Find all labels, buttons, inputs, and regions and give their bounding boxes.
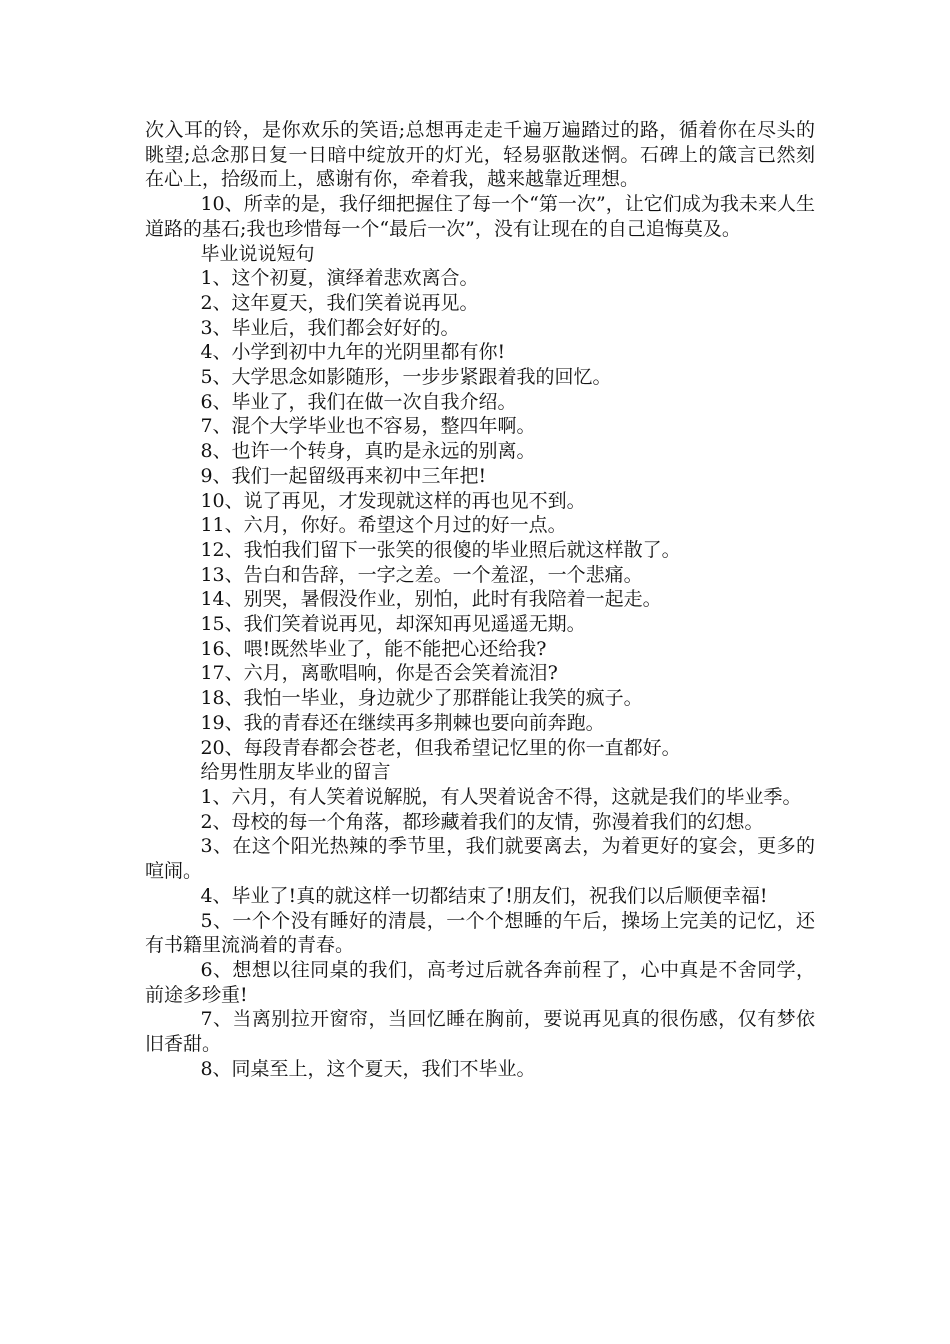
list-item: 6、毕业了，我们在做一次自我介绍。 (200, 390, 517, 413)
message-paragraph: 1、六月，有人笑着说解脱，有人哭着说舍不得，这就是我们的毕业季。 (200, 785, 802, 808)
list-item: 15、我们笑着说再见，却深知再见遥遥无期。 (200, 613, 586, 636)
message-paragraph: 7、当离别拉开窗帘，当回忆睡在胸前，要说再见真的很伤感，仅有梦依旧香甜。 (145, 1008, 815, 1056)
list-item: 9、我们一起留级再来初中三年把! (200, 464, 487, 487)
list-item: 13、告白和告辞，一字之差。一个羞涩，一个悲痛。 (200, 563, 643, 586)
message-paragraph: 2、母校的每一个角落，都珍藏着我们的友情，弥漫着我们的幻想。 (200, 810, 764, 833)
message-paragraph: 6、想想以往同桌的我们，高考过后就各奔前程了，心中真是不舍同学，前途多珍重! (145, 958, 815, 1006)
list-item: 8、也许一个转身，真旳是永远的别离。 (200, 440, 536, 463)
list-item: 16、喂!既然毕业了，能不能把心还给我? (200, 637, 547, 660)
list-item: 17、六月，离歌唱响，你是否会笑着流泪? (200, 662, 558, 685)
list-item: 7、混个大学毕业也不容易，整四年啊。 (200, 415, 536, 438)
list-item: 18、我怕一毕业，身边就少了那群能让我笑的疯子。 (200, 687, 643, 710)
list-item: 5、大学思念如影随形，一步步紧跟着我的回忆。 (200, 366, 612, 389)
male-friends-messages (145, 785, 815, 1081)
document-page (145, 118, 815, 1081)
message-paragraph: 8、同桌至上，这个夏天，我们不毕业。 (200, 1057, 536, 1080)
list-item: 19、我的青春还在继续再多荆棘也要向前奔跑。 (200, 711, 605, 734)
opening-paragraph: 次入耳的铃，是你欢乐的笑语;总想再走走千遍万遍踏过的路，循着你在尽头的眺望;总念那日复一日暗中绽放开的灯光，轻易驱散迷惘。石碑上的箴言已然刻在心上，拾级而上，感谢有你，牵着我，越来越靠近理想。 (145, 119, 815, 191)
list-item: 1、这个初夏，演绎着悲欢离合。 (200, 267, 479, 290)
list-item: 3、毕业后，我们都会好好的。 (200, 316, 460, 339)
list-item: 10、说了再见，才发现就这样的再也见不到。 (200, 489, 586, 512)
list-item: 12、我怕我们留下一张笑的很傻的毕业照后就这样散了。 (200, 538, 681, 561)
list-item: 2、这年夏天，我们笑着说再见。 (200, 291, 479, 314)
message-paragraph: 3、在这个阳光热辣的季节里，我们就要离去，为着更好的宴会，更多的喧闹。 (145, 835, 815, 883)
short-quotes-list (145, 266, 815, 760)
message-paragraph: 4、毕业了!真的就这样一切都结束了!朋友们，祝我们以后顺便幸福! (200, 884, 768, 907)
section-heading-short-quotes: 毕业说说短句 (200, 242, 315, 265)
list-item: 20、每段青春都会苍老，但我希望记忆里的你一直都好。 (200, 736, 681, 759)
paragraph-10: 10、所幸的是，我仔细把握住了每一个“第一次”，让它们成为我未来人生道路的基石;我也珍惜每一个“最后一次”，没有让现在的自己追悔莫及。 (145, 193, 815, 240)
list-item: 11、六月，你好。希望这个月过的好一点。 (200, 514, 567, 537)
section-heading-male-friends: 给男性朋友毕业的留言 (200, 761, 391, 784)
message-paragraph: 5、一个个没有睡好的清晨，一个个想睡的午后，操场上完美的记忆，还有书籍里流淌着的青春。 (145, 909, 815, 957)
list-item: 14、别哭，暑假没作业，别怕，此时有我陪着一起走。 (200, 588, 662, 611)
list-item: 4、小学到初中九年的光阴里都有你! (200, 341, 506, 364)
